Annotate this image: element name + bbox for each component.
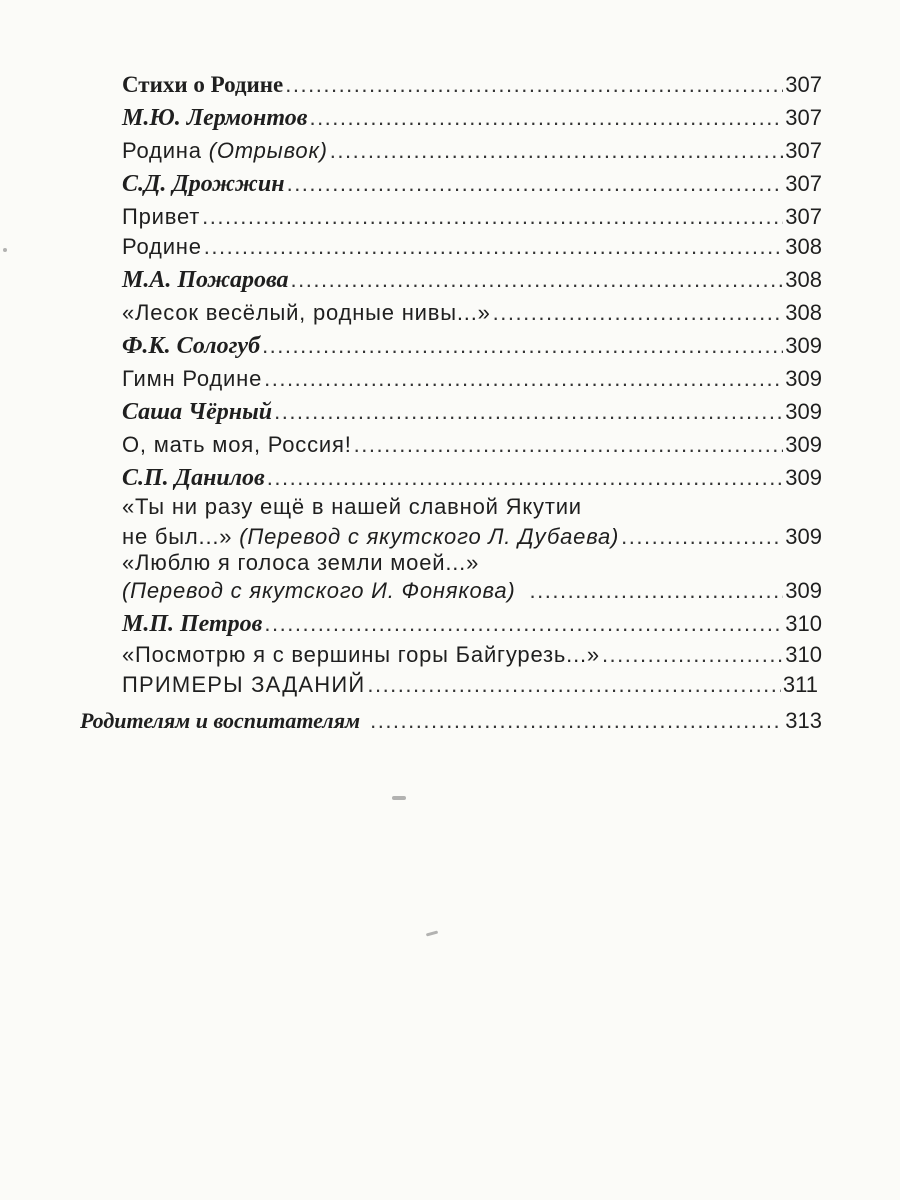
page-number: 311: [782, 672, 818, 697]
print-speck: [392, 796, 406, 800]
dot-leader: [264, 609, 783, 639]
page-number: 309: [785, 366, 822, 391]
dot-leader: [204, 232, 784, 262]
work-title: не был...» (Перевод с якутского Л. Дубаева): [122, 524, 620, 549]
toc-entry-work-privet: [122, 202, 822, 232]
author-name: Саша Чёрный: [122, 399, 273, 425]
work-title: «Посмотрю я с вершины горы Байгурезь...»: [122, 642, 600, 667]
dot-leader: [264, 364, 783, 394]
dot-leader: [309, 103, 783, 133]
toc-entry-work-baigurez: [122, 640, 822, 670]
work-note: (Отрывок): [208, 138, 328, 163]
dot-leader: [274, 397, 783, 427]
entry-title: Стихи о Родине: [122, 72, 284, 97]
dot-leader: [602, 640, 783, 670]
toc-entry-author-pozharova: [122, 265, 822, 295]
translation-note: (Перевод с якутского Л. Дубаева): [239, 524, 620, 549]
work-title: Гимн Родине: [122, 366, 263, 391]
dot-leader: [287, 169, 784, 199]
page-number: 309: [785, 432, 822, 457]
dot-leader: [621, 522, 783, 552]
dot-leader: [367, 670, 781, 700]
dot-leader: [530, 576, 784, 606]
toc-entry-work-rodine: [122, 232, 822, 262]
page-number: 308: [785, 234, 822, 259]
page-number: 309: [785, 399, 822, 424]
page-number: 309: [785, 465, 822, 490]
dot-leader: [370, 706, 783, 736]
toc-entry-author-danilov: [122, 463, 822, 493]
page-number: 307: [785, 72, 822, 97]
toc-entry-author-petrov: [122, 609, 822, 639]
dot-leader: [330, 136, 784, 166]
page-number: 309: [785, 524, 822, 549]
dot-leader: [267, 463, 784, 493]
dot-leader: [493, 298, 784, 328]
page-number: 309: [785, 578, 822, 603]
toc-entry-author-sologub: [122, 331, 822, 361]
page-number: 313: [785, 708, 822, 733]
page-number: 307: [785, 105, 822, 130]
work-title: «Лесок весёлый, родные нивы...»: [122, 300, 491, 325]
dot-leader: [354, 430, 784, 460]
print-speck: [3, 248, 7, 252]
work-title-line-1: «Ты ни разу ещё в нашей славной Якутии: [122, 494, 582, 519]
work-title: Родине: [122, 234, 202, 259]
work-title: Родина (Отрывок): [122, 138, 328, 163]
toc-entry-author-lermontov: [122, 103, 822, 133]
dot-leader: [202, 202, 783, 232]
page-number: 308: [785, 300, 822, 325]
toc-entry-author-chorny: [122, 397, 822, 427]
toc-entry-work-rodina: [122, 136, 822, 166]
page-number: 309: [785, 333, 822, 358]
toc-entry-work-golosa: [122, 576, 822, 606]
dot-leader: [285, 70, 783, 100]
author-name: М.Ю. Лермонтов: [122, 105, 308, 131]
toc-entry-work-mat-rossiya: [122, 430, 822, 460]
toc-entry-work-lesok: [122, 298, 822, 328]
page-number: 307: [785, 138, 822, 163]
dot-leader: [262, 331, 783, 361]
author-name: С.П. Данилов: [122, 465, 265, 491]
author-name: Ф.К. Сологуб: [122, 333, 261, 359]
page-number: 307: [785, 204, 822, 229]
section-title: Родителям и воспитателям: [80, 708, 361, 733]
toc-entry-examples: [122, 670, 818, 700]
dot-leader: [291, 265, 784, 295]
author-name: М.А. Пожарова: [122, 267, 289, 293]
toc-entry-work-gimn: [122, 364, 822, 394]
work-title-line-1: «Люблю я голоса земли моей...»: [122, 550, 480, 575]
author-name: С.Д. Дрожжин: [122, 171, 285, 197]
work-title: Привет: [122, 204, 201, 229]
author-name: М.П. Петров: [122, 611, 263, 637]
translation-note: (Перевод с якутского И. Фонякова): [122, 578, 516, 603]
page-number: 310: [785, 611, 822, 636]
section-title: ПРИМЕРЫ ЗАДАНИЙ: [122, 672, 366, 697]
toc-entry-parents: [80, 706, 822, 736]
page-number: 307: [785, 171, 822, 196]
work-title: О, мать моя, Россия!: [122, 432, 352, 457]
page-number: 308: [785, 267, 822, 292]
page-number: 310: [785, 642, 822, 667]
toc-entry-section-stikhi: [122, 70, 822, 100]
toc-entry-author-drozhzhin: [122, 169, 822, 199]
